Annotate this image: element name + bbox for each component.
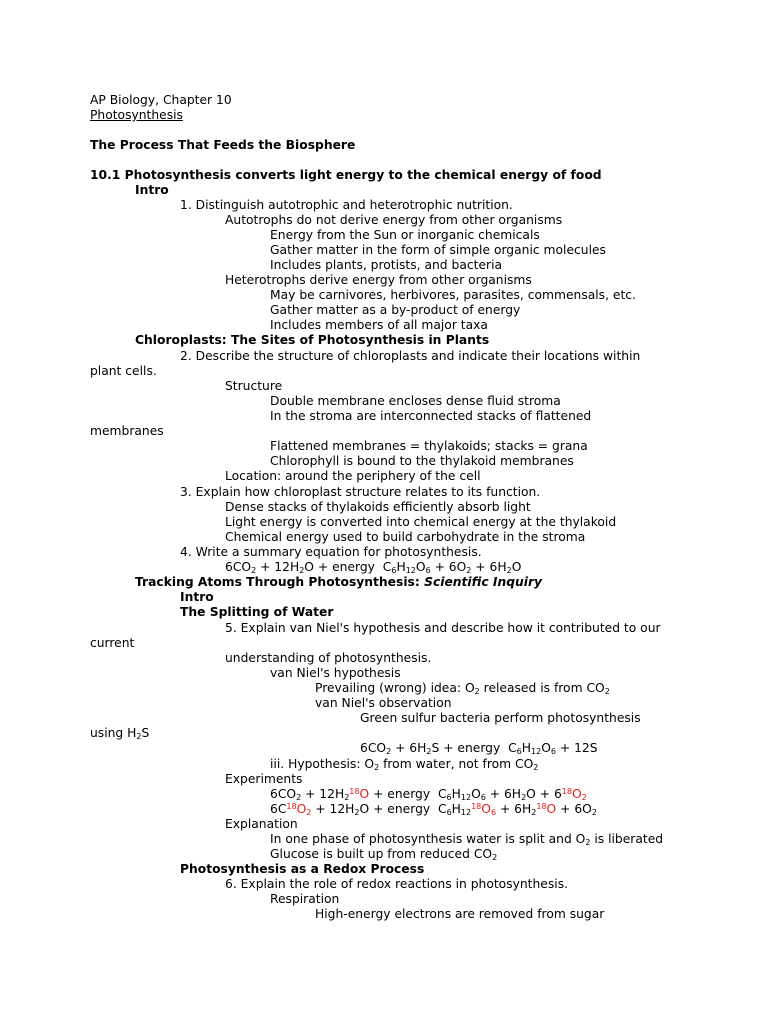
outline-line: Heterotrophs derive energy from other organisms — [225, 273, 532, 287]
experiment-equation-1: $6CO_2 + 12H_2^{18}O$ + energy $C_6H_{12}O_6 + 6H_2O + 6^{18}O_2$ — [270, 787, 587, 802]
question-5-cont: understanding of photosynthesis. — [225, 651, 432, 665]
outline-line: Explanation — [225, 817, 298, 831]
outline-line: Flattened membranes = thylakoids; stacks = grana — [270, 439, 588, 453]
explanation-line-2-text: Glucose is built up from reduced CO — [270, 847, 493, 861]
outline-line: Location: around the periphery of the cell — [225, 469, 481, 483]
outline-line: In the stroma are interconnected stacks of flattened — [270, 409, 592, 423]
question-2-wrap: plant cells. — [90, 364, 157, 378]
outline-line: Includes plants, protists, and bacteria — [270, 258, 503, 272]
hypothesis-line: iii. Hypothesis: $O_2$ from water, not from $CO_2$ — [270, 757, 539, 772]
tracking-heading — [135, 575, 542, 590]
outline-line: Autotrophs do not derive energy from other organisms — [225, 213, 563, 227]
question-2: 2. Describe the structure of chloroplasts and indicate their locations within — [180, 349, 641, 363]
explanation-line-2: Glucose is built up from reduced $CO_2$ — [270, 847, 498, 862]
section-heading-10-1: 10.1 Photosynthesis converts light energy to the chemical energy of food — [90, 168, 602, 182]
outline-line: van Niel's hypothesis — [270, 666, 401, 680]
outline-line: Green sulfur bacteria perform photosynthesis — [360, 711, 641, 725]
outline-line: Gather matter as a by-product of energy — [270, 303, 521, 317]
outline-line: May be carnivores, herbivores, parasites, commensals, etc. — [270, 288, 636, 302]
tracking-intro-heading: Intro — [180, 590, 214, 604]
experiment-equation-2: $6C^{18}O_2 + 12H_2O$ + energy $C_6H_{12}^{18}O_6 + 6H_2^{18}O + 6O_2$ — [270, 802, 597, 817]
outline-line: Energy from the Sun or inorganic chemicals — [270, 228, 540, 242]
tracking-heading-text: Tracking Atoms Through Photosynthesis: — [135, 575, 425, 589]
question-4: 4. Write a summary equation for photosynthesis. — [180, 545, 482, 559]
splitting-water-heading: The Splitting of Water — [180, 605, 334, 619]
outline-line: Experiments — [225, 772, 303, 786]
outline-line: High-energy electrons are removed from sugar — [315, 907, 605, 921]
outline-line: Chemical energy used to build carbohydrate in the stroma — [225, 530, 586, 544]
outline-line-wrap: membranes — [90, 424, 164, 438]
chapter-title: The Process That Feeds the Biosphere — [90, 138, 356, 152]
outline-line: Light energy is converted into chemical energy at the thylakoid — [225, 515, 617, 529]
question-6: 6. Explain the role of redox reactions in photosynthesis. — [225, 877, 569, 891]
sulfur-equation: $6CO_2 + 6H_2S$ + energy $C_6H_{12}O_6 + 12S$ — [360, 741, 598, 756]
intro-heading: Intro — [135, 183, 169, 197]
chloroplasts-heading: Chloroplasts: The Sites of Photosynthesis in Plants — [135, 333, 490, 347]
outline-line: van Niel's observation — [315, 696, 452, 710]
question-5: 5. Explain van Niel's hypothesis and describe how it contributed to our — [225, 621, 661, 635]
outline-line: Double membrane encloses dense fluid stroma — [270, 394, 561, 408]
outline-line: Structure — [225, 379, 283, 393]
question-5-wrap: current — [90, 636, 135, 650]
outline-line: Includes members of all major taxa — [270, 318, 488, 332]
outline-line: Respiration — [270, 892, 340, 906]
question-3: 3. Explain how chloroplast structure relates to its function. — [180, 485, 541, 499]
outline-line: Dense stacks of thylakoids efficiently absorb light — [225, 500, 531, 514]
course-title: AP Biology, Chapter 10 — [90, 93, 232, 107]
tracking-heading-italic: Scientific Inquiry — [424, 575, 543, 589]
prevailing-idea: Prevailing (wrong) idea: $O_2$ released is from $CO_2$ — [315, 681, 610, 696]
chapter-topic: Photosynthesis — [90, 108, 183, 122]
question-1: 1. Distinguish autotrophic and heterotrophic nutrition. — [180, 198, 513, 212]
outline-line-wrap: using $H_2S$ — [90, 726, 150, 741]
outline-line: Chlorophyll is bound to the thylakoid membranes — [270, 454, 574, 468]
outline-line: Gather matter in the form of simple organic molecules — [270, 243, 606, 257]
redox-heading: Photosynthesis as a Redox Process — [180, 862, 425, 876]
summary-equation: $6CO_2 + 12H_2O$ + energy $C_6H_{12}O_6 + 6O_2 + 6H_2O$ — [225, 560, 522, 575]
explanation-line-1: In one phase of photosynthesis water is split and $O_2$ is liberated — [270, 832, 664, 847]
